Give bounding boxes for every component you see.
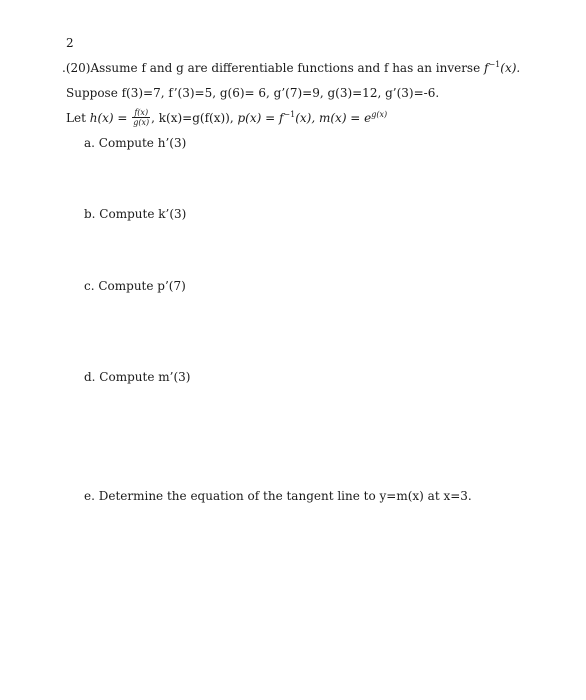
- part-b: b. Compute k’(3): [84, 207, 187, 221]
- m-exponent: g(x): [371, 110, 388, 119]
- part-e: e. Determine the equation of the tangent line to y=m(x) at x=3.: [84, 489, 472, 503]
- given-values: Suppose f(3)=7, f’(3)=5, g(6)= 6, g’(7)=9, g(3)=12, g’(3)=-6.: [66, 86, 440, 100]
- part-a: a. Compute h’(3): [84, 136, 187, 150]
- p-definition-lhs: p(x) = f: [237, 111, 284, 125]
- k-definition: k(x)=g(f(x)),: [158, 111, 238, 125]
- intro-text: .(20)Assume f and g are differentiable functions and f has an inverse: [62, 61, 485, 75]
- h-definition-lhs: h(x) =: [89, 111, 132, 125]
- problem-intro: [62, 60, 520, 76]
- h-numerator: f(x): [132, 108, 150, 118]
- h-fraction: [132, 108, 150, 127]
- m-definition-lhs: m(x) = e: [318, 111, 372, 125]
- function-definitions: [66, 109, 387, 128]
- comma-separator: ,: [151, 111, 159, 125]
- h-denominator: g(x): [133, 118, 150, 127]
- inverse-f: f: [484, 61, 489, 75]
- p-inverse-exponent: −1: [283, 110, 296, 119]
- inverse-arg: (x).: [500, 61, 521, 75]
- part-c: c. Compute p’(7): [84, 279, 186, 293]
- p-definition-rhs: (x),: [295, 111, 319, 125]
- part-d: d. Compute m’(3): [84, 370, 191, 384]
- inverse-exponent: −1: [488, 60, 501, 69]
- page-number: 2: [66, 36, 74, 50]
- let-text: Let: [66, 111, 90, 125]
